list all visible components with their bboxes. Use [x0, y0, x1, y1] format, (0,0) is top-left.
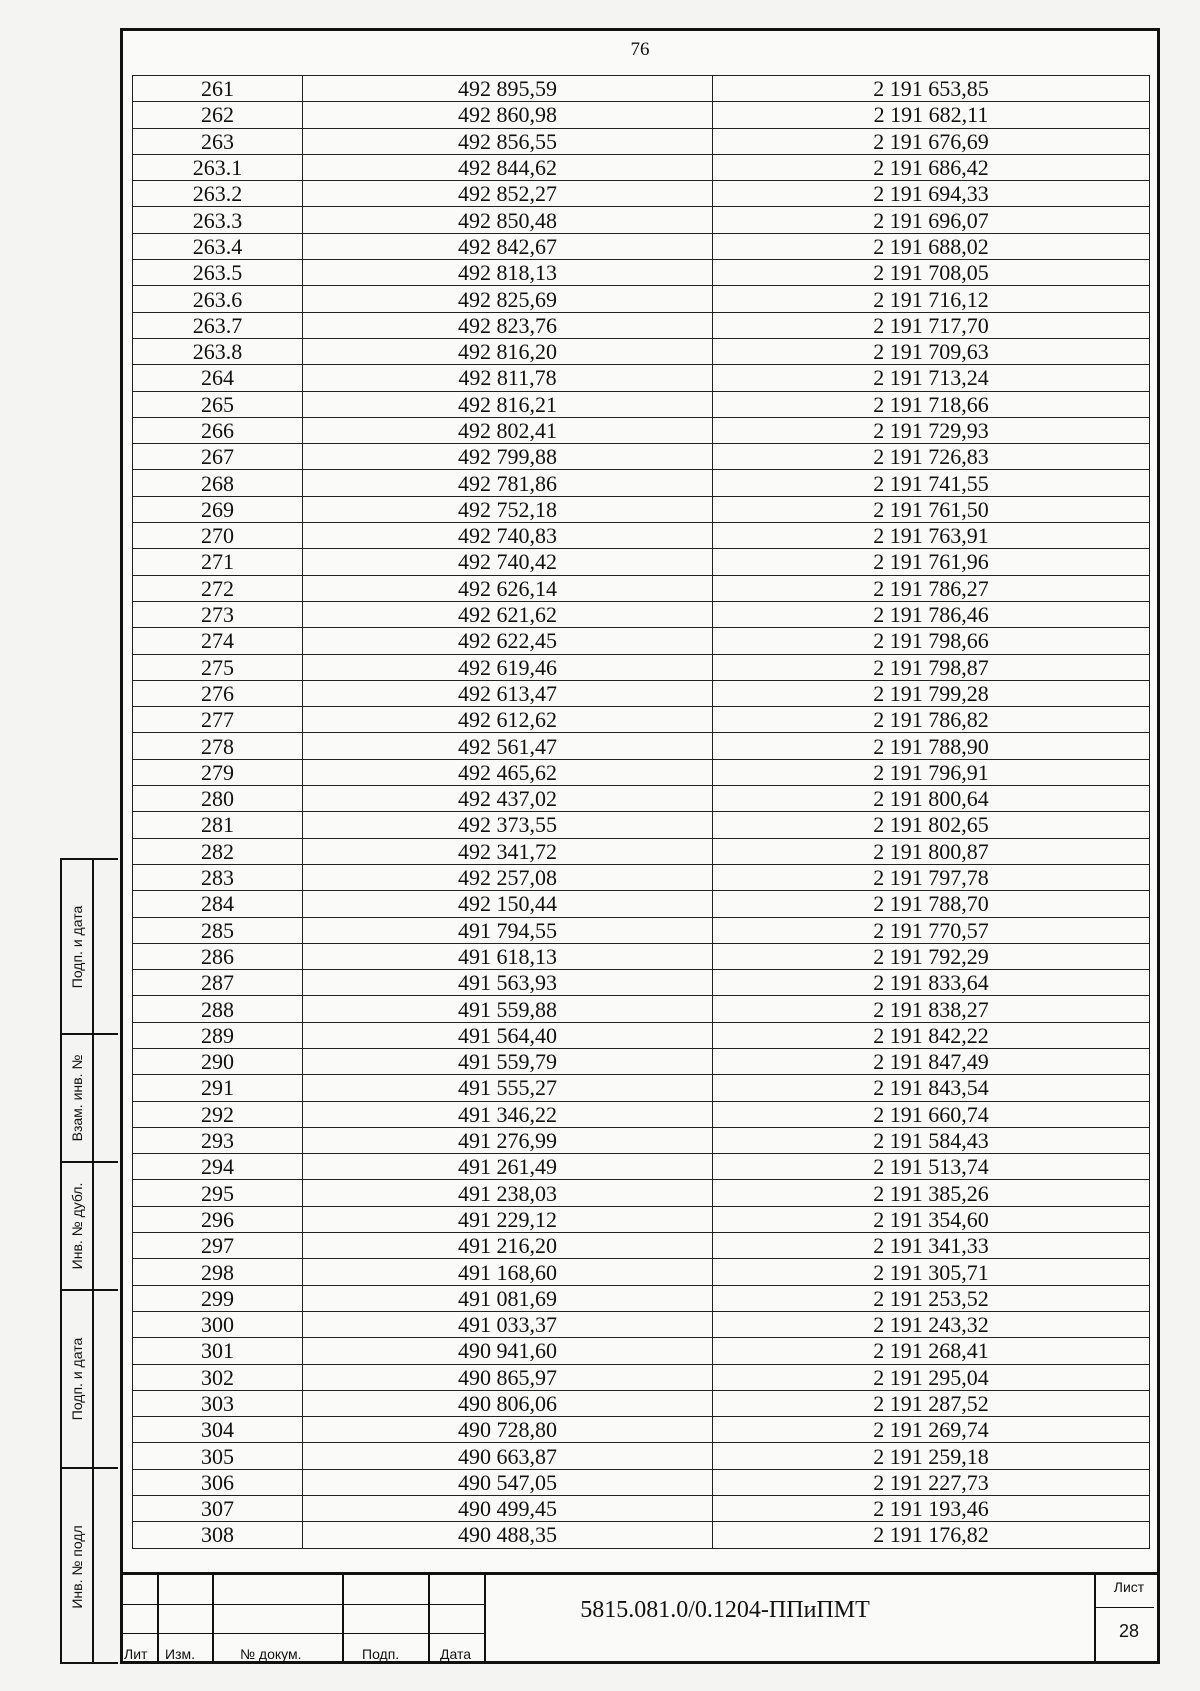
strip-replace-inv: [62, 1035, 94, 1163]
point-number-cell: 292: [133, 1101, 303, 1127]
x-coordinate-cell: 491 216,20: [303, 1233, 713, 1259]
x-coordinate-cell: 492 781,86: [303, 470, 713, 496]
y-coordinate-cell: 2 191 653,85: [713, 76, 1150, 102]
x-coordinate-cell: 492 823,76: [303, 312, 713, 338]
point-number-cell: 270: [133, 523, 303, 549]
page-frame: [120, 28, 1160, 1664]
tb-col-sign: [344, 1575, 430, 1664]
table-row: [133, 970, 1150, 996]
tb-row-line: [120, 1604, 486, 1605]
point-number-cell: 277: [133, 707, 303, 733]
y-coordinate-cell: 2 191 682,11: [713, 102, 1150, 128]
table-row: [133, 1469, 1150, 1495]
strip-label: Инв. № дубл.: [69, 1182, 85, 1270]
x-coordinate-cell: 491 346,22: [303, 1101, 713, 1127]
tb-col-date: [430, 1575, 486, 1664]
point-number-cell: 279: [133, 759, 303, 785]
y-coordinate-cell: 2 191 726,83: [713, 444, 1150, 470]
y-coordinate-cell: 2 191 584,43: [713, 1127, 1150, 1153]
x-coordinate-cell: 492 856,55: [303, 128, 713, 154]
point-number-cell: 297: [133, 1233, 303, 1259]
table-row: [133, 338, 1150, 364]
x-coordinate-cell: 492 811,78: [303, 365, 713, 391]
table-row: [133, 1127, 1150, 1153]
x-coordinate-cell: 491 081,69: [303, 1285, 713, 1311]
y-coordinate-cell: 2 191 786,46: [713, 601, 1150, 627]
table-row: [133, 76, 1150, 102]
tb-label-sign: Подп.: [362, 1646, 400, 1662]
document-code: 5815.081.0/0.1204-ППиПМТ: [580, 1597, 870, 1623]
table-row: [133, 943, 1150, 969]
table-row: [133, 812, 1150, 838]
point-number-cell: 271: [133, 549, 303, 575]
point-number-cell: 304: [133, 1417, 303, 1443]
y-coordinate-cell: 2 191 847,49: [713, 1048, 1150, 1074]
y-coordinate-cell: 2 191 838,27: [713, 996, 1150, 1022]
point-number-cell: 284: [133, 891, 303, 917]
y-coordinate-cell: 2 191 729,93: [713, 417, 1150, 443]
table-row: [133, 523, 1150, 549]
strip-fill: [94, 860, 118, 1035]
x-coordinate-cell: 491 033,37: [303, 1311, 713, 1337]
point-number-cell: 278: [133, 733, 303, 759]
y-coordinate-cell: 2 191 686,42: [713, 154, 1150, 180]
x-coordinate-cell: 492 613,47: [303, 680, 713, 706]
x-coordinate-cell: 492 850,48: [303, 207, 713, 233]
coordinates-table-body: [133, 76, 1150, 1549]
table-row: [133, 759, 1150, 785]
y-coordinate-cell: 2 191 709,63: [713, 338, 1150, 364]
y-coordinate-cell: 2 191 770,57: [713, 917, 1150, 943]
y-coordinate-cell: 2 191 842,22: [713, 1022, 1150, 1048]
strip-sign-date-2: [62, 1291, 94, 1469]
point-number-cell: 307: [133, 1496, 303, 1522]
table-row: [133, 707, 1150, 733]
x-coordinate-cell: 492 844,62: [303, 154, 713, 180]
tb-col-doc: [214, 1575, 344, 1664]
y-coordinate-cell: 2 191 513,74: [713, 1154, 1150, 1180]
x-coordinate-cell: 492 816,20: [303, 338, 713, 364]
table-row: [133, 1390, 1150, 1416]
x-coordinate-cell: 492 799,88: [303, 444, 713, 470]
point-number-cell: 263.7: [133, 312, 303, 338]
point-number-cell: 287: [133, 970, 303, 996]
y-coordinate-cell: 2 191 660,74: [713, 1101, 1150, 1127]
point-number-cell: 299: [133, 1285, 303, 1311]
x-coordinate-cell: 491 276,99: [303, 1127, 713, 1153]
y-coordinate-cell: 2 191 798,66: [713, 628, 1150, 654]
sheet-label: Лист: [1113, 1579, 1145, 1595]
y-coordinate-cell: 2 191 800,87: [713, 838, 1150, 864]
tb-col-lit: [120, 1575, 159, 1664]
y-coordinate-cell: 2 191 763,91: [713, 523, 1150, 549]
x-coordinate-cell: 492 150,44: [303, 891, 713, 917]
table-row: [133, 1180, 1150, 1206]
y-coordinate-cell: 2 191 802,65: [713, 812, 1150, 838]
table-row: [133, 391, 1150, 417]
table-row: [133, 1259, 1150, 1285]
table-row: [133, 680, 1150, 706]
table-row: [133, 628, 1150, 654]
point-number-cell: 300: [133, 1311, 303, 1337]
y-coordinate-cell: 2 191 798,87: [713, 654, 1150, 680]
y-coordinate-cell: 2 191 716,12: [713, 286, 1150, 312]
point-number-cell: 296: [133, 1206, 303, 1232]
x-coordinate-cell: 490 488,35: [303, 1522, 713, 1548]
point-number-cell: 294: [133, 1154, 303, 1180]
table-row: [133, 1417, 1150, 1443]
strip-label: Взам. инв. №: [69, 1054, 85, 1142]
point-number-cell: 269: [133, 496, 303, 522]
point-number-cell: 283: [133, 864, 303, 890]
strip-fill: [94, 1291, 118, 1469]
y-coordinate-cell: 2 191 796,91: [713, 759, 1150, 785]
point-number-cell: 275: [133, 654, 303, 680]
table-row: [133, 996, 1150, 1022]
y-coordinate-cell: 2 191 243,32: [713, 1311, 1150, 1337]
table-row: [133, 549, 1150, 575]
y-coordinate-cell: 2 191 717,70: [713, 312, 1150, 338]
x-coordinate-cell: 492 622,45: [303, 628, 713, 654]
point-number-cell: 263.5: [133, 260, 303, 286]
table-row: [133, 1233, 1150, 1259]
x-coordinate-cell: 491 238,03: [303, 1180, 713, 1206]
table-row: [133, 233, 1150, 259]
x-coordinate-cell: 491 261,49: [303, 1154, 713, 1180]
table-row: [133, 417, 1150, 443]
x-coordinate-cell: 491 564,40: [303, 1022, 713, 1048]
point-number-cell: 281: [133, 812, 303, 838]
y-coordinate-cell: 2 191 676,69: [713, 128, 1150, 154]
point-number-cell: 301: [133, 1338, 303, 1364]
y-coordinate-cell: 2 191 833,64: [713, 970, 1150, 996]
y-coordinate-cell: 2 191 259,18: [713, 1443, 1150, 1469]
y-coordinate-cell: 2 191 341,33: [713, 1233, 1150, 1259]
x-coordinate-cell: 492 752,18: [303, 496, 713, 522]
table-row: [133, 1154, 1150, 1180]
point-number-cell: 298: [133, 1259, 303, 1285]
table-row: [133, 1443, 1150, 1469]
table-row: [133, 1075, 1150, 1101]
point-number-cell: 280: [133, 786, 303, 812]
tb-label-lit: Лит: [124, 1646, 148, 1662]
table-row: [133, 864, 1150, 890]
y-coordinate-cell: 2 191 268,41: [713, 1338, 1150, 1364]
y-coordinate-cell: 2 191 800,64: [713, 786, 1150, 812]
table-row: [133, 1048, 1150, 1074]
x-coordinate-cell: 492 465,62: [303, 759, 713, 785]
y-coordinate-cell: 2 191 354,60: [713, 1206, 1150, 1232]
tb-sheet-divider: [1094, 1575, 1096, 1664]
x-coordinate-cell: 490 499,45: [303, 1496, 713, 1522]
table-row: [133, 102, 1150, 128]
table-row: [133, 154, 1150, 180]
table-row: [133, 1364, 1150, 1390]
table-row: [133, 1496, 1150, 1522]
point-number-cell: 267: [133, 444, 303, 470]
point-number-cell: 276: [133, 680, 303, 706]
point-number-cell: 289: [133, 1022, 303, 1048]
point-number-cell: 263.3: [133, 207, 303, 233]
point-number-cell: 285: [133, 917, 303, 943]
y-coordinate-cell: 2 191 797,78: [713, 864, 1150, 890]
sheet-number: 28: [1118, 1621, 1140, 1641]
x-coordinate-cell: 492 816,21: [303, 391, 713, 417]
table-row: [133, 365, 1150, 391]
point-number-cell: 264: [133, 365, 303, 391]
x-coordinate-cell: 492 626,14: [303, 575, 713, 601]
title-block: [120, 1572, 1160, 1664]
point-number-cell: 282: [133, 838, 303, 864]
y-coordinate-cell: 2 191 761,96: [713, 549, 1150, 575]
x-coordinate-cell: 490 941,60: [303, 1338, 713, 1364]
x-coordinate-cell: 490 806,06: [303, 1390, 713, 1416]
x-coordinate-cell: 492 860,98: [303, 102, 713, 128]
y-coordinate-cell: 2 191 269,74: [713, 1417, 1150, 1443]
table-row: [133, 286, 1150, 312]
point-number-cell: 302: [133, 1364, 303, 1390]
table-row: [133, 1285, 1150, 1311]
strip-fill: [94, 1163, 118, 1291]
y-coordinate-cell: 2 191 287,52: [713, 1390, 1150, 1416]
x-coordinate-cell: 492 257,08: [303, 864, 713, 890]
y-coordinate-cell: 2 191 786,82: [713, 707, 1150, 733]
strip-label: Подп. и дата: [69, 1337, 85, 1421]
point-number-cell: 263.6: [133, 286, 303, 312]
point-number-cell: 274: [133, 628, 303, 654]
point-number-cell: 288: [133, 996, 303, 1022]
table-row: [133, 601, 1150, 627]
strip-label: Подп. и дата: [69, 905, 85, 988]
x-coordinate-cell: 490 865,97: [303, 1364, 713, 1390]
x-coordinate-cell: 491 563,93: [303, 970, 713, 996]
x-coordinate-cell: 492 825,69: [303, 286, 713, 312]
point-number-cell: 261: [133, 76, 303, 102]
tb-col-change: [159, 1575, 214, 1664]
x-coordinate-cell: 490 547,05: [303, 1469, 713, 1495]
strip-orig-inv: [62, 1469, 94, 1664]
table-row: [133, 1311, 1150, 1337]
x-coordinate-cell: 491 168,60: [303, 1259, 713, 1285]
y-coordinate-cell: 2 191 385,26: [713, 1180, 1150, 1206]
table-row: [133, 786, 1150, 812]
x-coordinate-cell: 491 794,55: [303, 917, 713, 943]
x-coordinate-cell: 492 621,62: [303, 601, 713, 627]
y-coordinate-cell: 2 191 688,02: [713, 233, 1150, 259]
table-row: [133, 128, 1150, 154]
table-row: [133, 1101, 1150, 1127]
x-coordinate-cell: 491 229,12: [303, 1206, 713, 1232]
table-row: [133, 260, 1150, 286]
table-row: [133, 1022, 1150, 1048]
table-row: [133, 1522, 1150, 1548]
x-coordinate-cell: 490 728,80: [303, 1417, 713, 1443]
strip-fill: [94, 1035, 118, 1163]
point-number-cell: 306: [133, 1469, 303, 1495]
x-coordinate-cell: 492 740,83: [303, 523, 713, 549]
table-row: [133, 575, 1150, 601]
y-coordinate-cell: 2 191 786,27: [713, 575, 1150, 601]
tb-sheet-row-line: [1096, 1607, 1154, 1608]
y-coordinate-cell: 2 191 792,29: [713, 943, 1150, 969]
x-coordinate-cell: 491 559,79: [303, 1048, 713, 1074]
y-coordinate-cell: 2 191 799,28: [713, 680, 1150, 706]
y-coordinate-cell: 2 191 741,55: [713, 470, 1150, 496]
point-number-cell: 291: [133, 1075, 303, 1101]
x-coordinate-cell: 492 612,62: [303, 707, 713, 733]
y-coordinate-cell: 2 191 713,24: [713, 365, 1150, 391]
tb-label-change: Изм.: [165, 1646, 195, 1662]
table-row: [133, 1206, 1150, 1232]
x-coordinate-cell: 492 619,46: [303, 654, 713, 680]
table-row: [133, 312, 1150, 338]
y-coordinate-cell: 2 191 227,73: [713, 1469, 1150, 1495]
tb-label-doc: № докум.: [240, 1646, 302, 1662]
point-number-cell: 272: [133, 575, 303, 601]
y-coordinate-cell: 2 191 718,66: [713, 391, 1150, 417]
point-number-cell: 305: [133, 1443, 303, 1469]
tb-row-line: [120, 1633, 486, 1634]
point-number-cell: 265: [133, 391, 303, 417]
x-coordinate-cell: 492 852,27: [303, 181, 713, 207]
left-stamp-strips: [60, 858, 118, 1664]
table-row: [133, 207, 1150, 233]
x-coordinate-cell: 492 373,55: [303, 812, 713, 838]
point-number-cell: 293: [133, 1127, 303, 1153]
table-row: [133, 654, 1150, 680]
table-row: [133, 496, 1150, 522]
point-number-cell: 268: [133, 470, 303, 496]
x-coordinate-cell: 492 341,72: [303, 838, 713, 864]
y-coordinate-cell: 2 191 295,04: [713, 1364, 1150, 1390]
x-coordinate-cell: 492 818,13: [303, 260, 713, 286]
point-number-cell: 263: [133, 128, 303, 154]
point-number-cell: 263.1: [133, 154, 303, 180]
y-coordinate-cell: 2 191 788,90: [713, 733, 1150, 759]
point-number-cell: 263.8: [133, 338, 303, 364]
x-coordinate-cell: 491 555,27: [303, 1075, 713, 1101]
strip-sign-date-1: [62, 860, 94, 1035]
y-coordinate-cell: 2 191 694,33: [713, 181, 1150, 207]
table-row: [133, 1338, 1150, 1364]
x-coordinate-cell: 492 561,47: [303, 733, 713, 759]
x-coordinate-cell: 492 740,42: [303, 549, 713, 575]
coordinates-table: [132, 75, 1150, 1549]
y-coordinate-cell: 2 191 253,52: [713, 1285, 1150, 1311]
y-coordinate-cell: 2 191 176,82: [713, 1522, 1150, 1548]
point-number-cell: 308: [133, 1522, 303, 1548]
table-row: [133, 733, 1150, 759]
x-coordinate-cell: 492 842,67: [303, 233, 713, 259]
y-coordinate-cell: 2 191 788,70: [713, 891, 1150, 917]
x-coordinate-cell: 490 663,87: [303, 1443, 713, 1469]
y-coordinate-cell: 2 191 843,54: [713, 1075, 1150, 1101]
table-row: [133, 917, 1150, 943]
x-coordinate-cell: 492 437,02: [303, 786, 713, 812]
table-row: [133, 838, 1150, 864]
page-number: 76: [630, 39, 650, 60]
x-coordinate-cell: 491 559,88: [303, 996, 713, 1022]
strip-label: Инв. № подл: [69, 1524, 85, 1609]
y-coordinate-cell: 2 191 696,07: [713, 207, 1150, 233]
x-coordinate-cell: 491 618,13: [303, 943, 713, 969]
y-coordinate-cell: 2 191 305,71: [713, 1259, 1150, 1285]
strip-dup-inv: [62, 1163, 94, 1291]
y-coordinate-cell: 2 191 708,05: [713, 260, 1150, 286]
point-number-cell: 263.4: [133, 233, 303, 259]
point-number-cell: 295: [133, 1180, 303, 1206]
point-number-cell: 266: [133, 417, 303, 443]
point-number-cell: 286: [133, 943, 303, 969]
table-row: [133, 891, 1150, 917]
table-row: [133, 181, 1150, 207]
point-number-cell: 303: [133, 1390, 303, 1416]
point-number-cell: 263.2: [133, 181, 303, 207]
x-coordinate-cell: 492 802,41: [303, 417, 713, 443]
point-number-cell: 290: [133, 1048, 303, 1074]
y-coordinate-cell: 2 191 193,46: [713, 1496, 1150, 1522]
point-number-cell: 262: [133, 102, 303, 128]
x-coordinate-cell: 492 895,59: [303, 76, 713, 102]
point-number-cell: 273: [133, 601, 303, 627]
y-coordinate-cell: 2 191 761,50: [713, 496, 1150, 522]
tb-label-date: Дата: [440, 1646, 472, 1662]
table-row: [133, 470, 1150, 496]
table-row: [133, 444, 1150, 470]
